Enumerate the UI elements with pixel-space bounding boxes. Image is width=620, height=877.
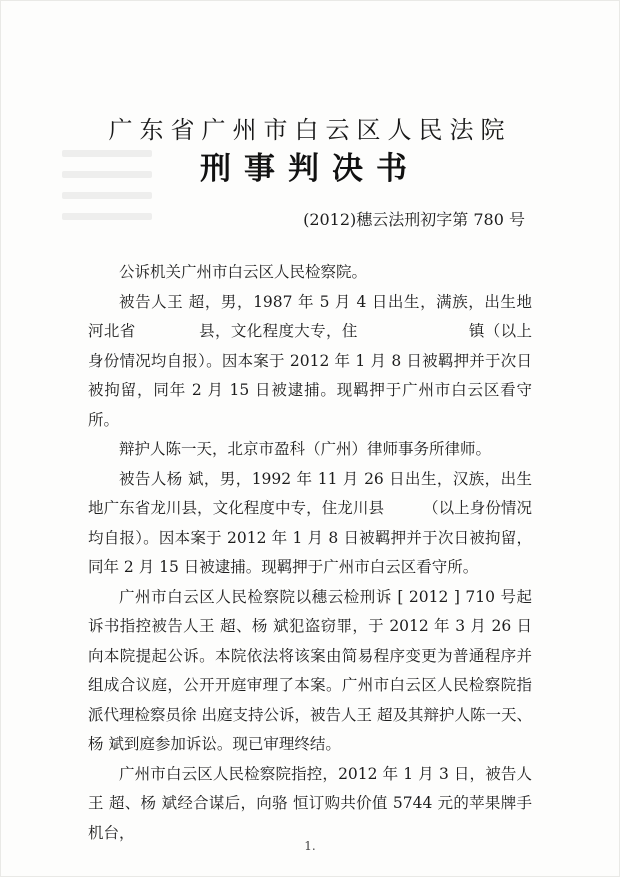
paragraph-defense-counsel: 辩护人陈一天，北京市盈科（广州）律师事务所律师。 (119, 440, 492, 458)
paragraph-defendant-wang: 被告人王 超，男，1987 年 5 月 4 日出生，满族，出生地河北省 县，文化程度大专，住 镇（以上身份情况均自报）。因本案于 2012 年 1 月 8 日被羁押并于次日被拘留，同年 2 月 15 日被逮捕。现羁押于广州市白云区看守所。 (88, 292, 532, 429)
page-number: 1. (304, 839, 316, 853)
paragraph-charges: 广州市白云区人民检察院指控，2012 年 1 月 3 日，被告人王 超、杨 斌经合谋后，向骆 恒订购共价值 5744 元的苹果牌手机台， (88, 764, 532, 842)
document-title: 刑事判决书 (200, 151, 420, 187)
court-name: 广东省广州市白云区人民法院 (108, 116, 512, 144)
judgment-body (88, 258, 532, 848)
paragraph-procedure: 广州市白云区人民检察院以穗云检刑诉 [ 2012 ] 710 号起诉书指控被告人王 超、杨 斌犯盗窃罪，于 2012 年 3 月 26 日向本院提起公诉。本院依法将该案由简易程序变更为普通程序并组成合议庭，公开开庭审理了本案。广州市白云区人民检察院指派代理检察员徐 出庭支持公诉，被告人王 超及其辩护人陈一天、杨 斌到庭参加诉讼。现已审理终结。 (88, 587, 532, 753)
case-number: (2012)穗云法刑初字第 780 号 (303, 210, 525, 229)
paragraph-prosecutor: 公诉机关广州市白云区人民检察院。 (119, 263, 368, 281)
paragraph-defendant-yang: 被告人杨 斌，男，1992 年 11 月 26 日出生，汉族，出生地广东省龙川县，文化程度中专，住龙川县 （以上身份情况均自报）。因本案于 2012 年 1 月 8 日被羁押并于次日被拘留，同年 2 月 15 日被逮捕。现羁押于广州市白云区看守所。 (88, 469, 532, 576)
